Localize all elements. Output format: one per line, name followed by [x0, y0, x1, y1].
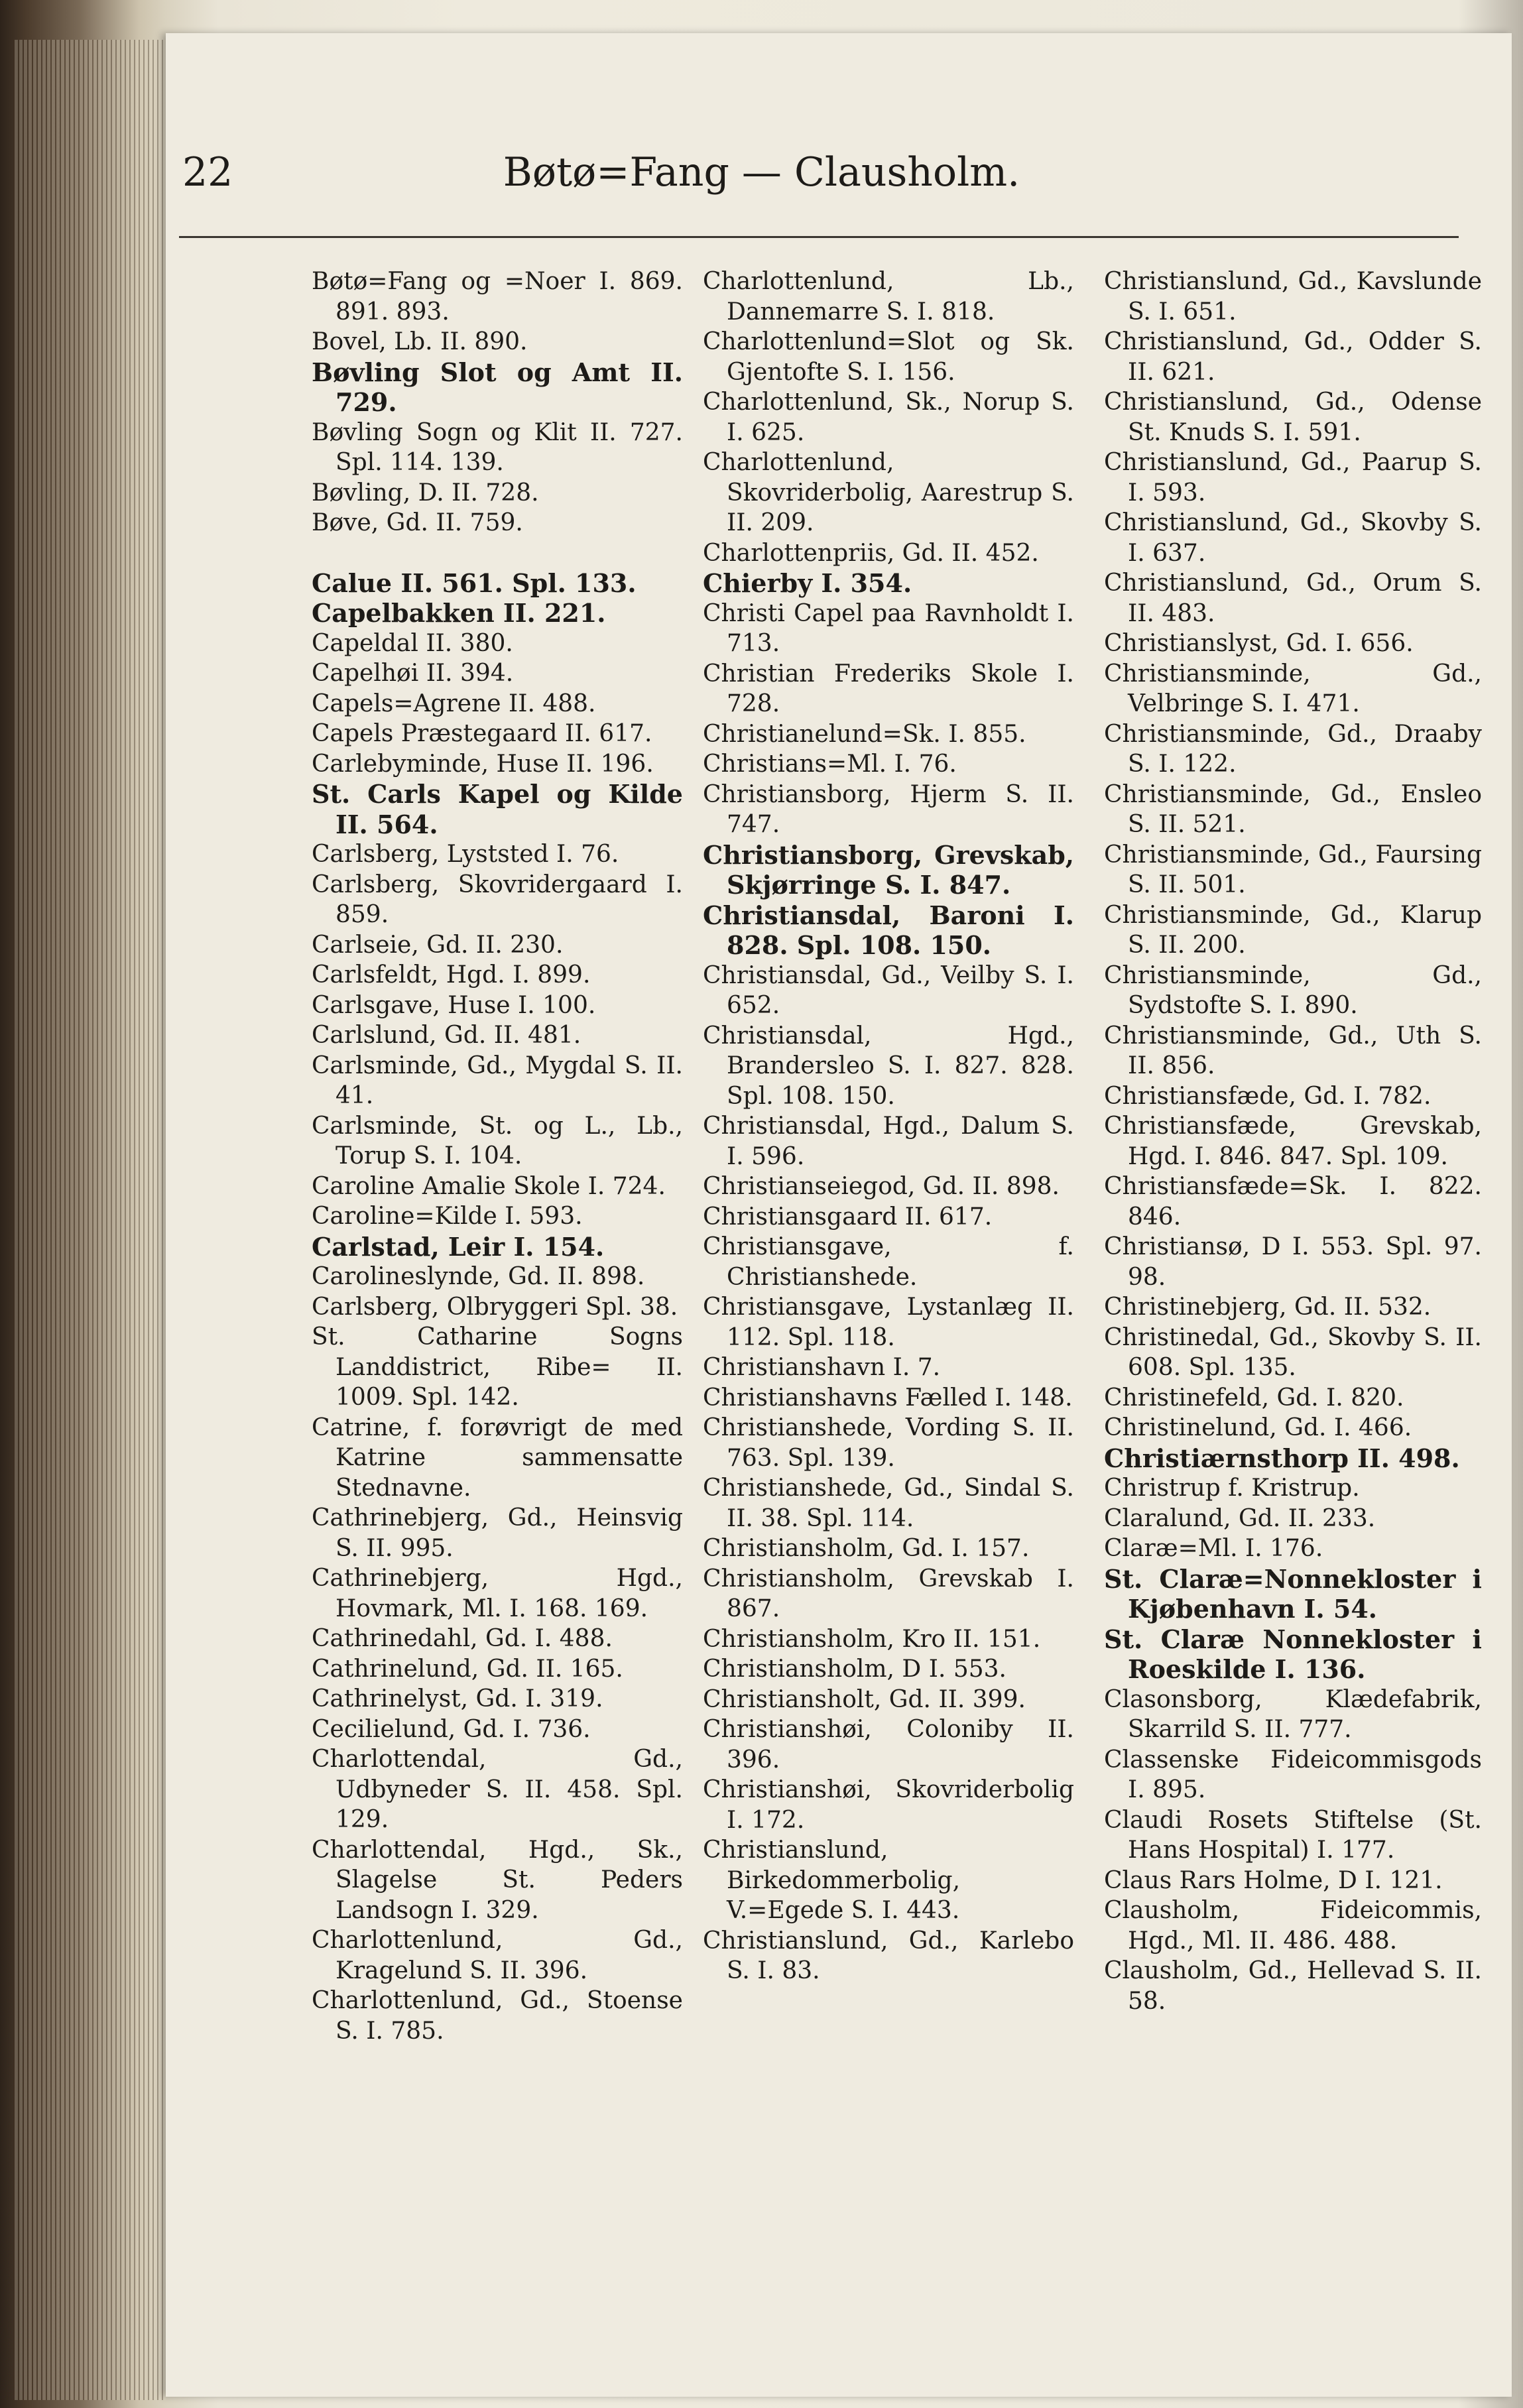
index-entry: Claræ=Ml. I. 176.	[1104, 1535, 1323, 1562]
index-entry: Christiansdal, Hgd., Dalum S. I. 596.	[703, 1113, 1074, 1170]
index-entry: Christianshøi, Coloniby II. 396.	[703, 1716, 1074, 1774]
index-entry: Christiansfæde=Sk. I. 822. 846.	[1104, 1173, 1482, 1231]
index-entry: Carlsberg, Lyststed I. 76.	[312, 841, 619, 868]
index-entry: Cathrinelund, Gd. II. 165.	[312, 1655, 623, 1683]
index-entry: Clausholm, Fideicommis, Hgd., Ml. II. 486. 488.	[1104, 1897, 1482, 1955]
index-entry: Christiansminde, Gd., Uth S. II. 856.	[1104, 1022, 1482, 1079]
index-column-3	[1104, 267, 1482, 2016]
index-entry: Christiansminde, Gd., Velbringe S. I. 471.	[1104, 660, 1482, 717]
index-entry: St. Claræ Nonnekloster i Roeskilde I. 136.	[1104, 1624, 1482, 1684]
index-entry: Christiansholm, Grevskab I. 867.	[703, 1565, 1074, 1622]
index-entry: Carlsminde, Gd., Mygdal S. II. 41.	[312, 1052, 683, 1109]
header-rule	[179, 236, 1459, 238]
index-entry: Clausholm, Gd., Hellevad S. II. 58.	[1104, 1957, 1482, 2015]
index-entry: St. Catharine Sogns Landdistrict, Ribe= II. 1009. Spl. 142.	[312, 1323, 683, 1411]
index-entry: Christianslund, Gd., Odense St. Knuds S. I. 591.	[1104, 389, 1482, 446]
index-entry: Christiansdal, Hgd., Brandersleo S. I. 827. 828. Spl. 108. 150.	[703, 1022, 1074, 1110]
index-entry: Capelhøi II. 394.	[312, 660, 514, 687]
index-entry: Carlstad, Leir I. 154.	[312, 1231, 605, 1262]
index-entry: Carlebyminde, Huse II. 196.	[312, 750, 654, 778]
index-entry: Charlottenlund, Sk., Norup S. I. 625.	[703, 389, 1074, 446]
index-entry: Claus Rars Holme, D I. 121.	[1104, 1866, 1443, 1894]
index-entry: Christianslund, Birkedommerbolig, V.=Egede S. I. 443.	[703, 1836, 961, 1924]
index-entry: Christiansfæde, Grevskab, Hgd. I. 846. 847. Spl. 109.	[1104, 1113, 1482, 1170]
index-entry: Charlottenlund, Gd., Kragelund S. II. 396.	[312, 1927, 683, 1984]
index-entry: Christiansdal, Gd., Veilby S. I. 652.	[703, 961, 1074, 1019]
index-entry: Capels Præstegaard II. 617.	[312, 720, 652, 747]
index-entry: Christiansholm, Gd. I. 157.	[703, 1535, 1030, 1562]
index-entry: Caroline Amalie Skole I. 724.	[312, 1172, 666, 1200]
page-edges	[13, 40, 166, 2400]
index-entry: Christianshøi, Skovriderbolig I. 172.	[703, 1776, 1074, 1834]
index-entry: Carlseie, Gd. II. 230.	[312, 931, 564, 959]
index-entry: Claralund, Gd. II. 233.	[1104, 1504, 1376, 1532]
index-entry: Christian Frederiks Skole I. 728.	[703, 660, 1074, 717]
index-entry: Bovel, Lb. II. 890.	[312, 328, 528, 355]
index-entry: Christiærnsthorp II. 498.	[1104, 1443, 1460, 1473]
index-entry: Christians=Ml. I. 76.	[703, 751, 957, 778]
running-head: Bøtø=Fang — Clausholm.	[503, 149, 1020, 196]
index-entry: Carolineslynde, Gd. II. 898.	[312, 1263, 645, 1290]
index-entry: Christiansholm, D I. 553.	[703, 1656, 1006, 1683]
index-entry: Christianshede, Vording S. II. 763. Spl. 139.	[703, 1414, 1074, 1472]
index-entry: Catrine, f. forøvrigt de med Katrine sammensatte Stednavne.	[312, 1414, 683, 1502]
index-entry: Charlottenlund=Slot og Sk. Gjentofte S. I. 156.	[703, 328, 1074, 386]
index-entry: Christinebjerg, Gd. II. 532.	[1104, 1294, 1432, 1321]
index-entry: Christianslund, Gd., Paarup S. I. 593.	[1104, 449, 1482, 507]
index-entry: Christi Capel paa Ravnholdt I. 713.	[703, 599, 1074, 657]
index-column-2	[703, 267, 1074, 1986]
index-entry: Christianshavn I. 7.	[703, 1354, 941, 1381]
index-entry: Christiansminde, Gd., Draaby S. I. 122.	[1104, 720, 1482, 778]
index-entry: Christianslund, Gd., Orum S. II. 483.	[1104, 570, 1482, 627]
index-entry: Christiansgave, Lystanlæg II. 112. Spl. 118.	[703, 1294, 1074, 1351]
index-entry: Cathrinelyst, Gd. I. 319.	[312, 1685, 603, 1713]
index-entry: Carlsminde, St. og L., Lb., Torup S. I. 104.	[312, 1112, 683, 1170]
index-entry: Christiansminde, Gd., Faursing S. II. 501.	[1104, 841, 1482, 898]
index-entry: Christrup f. Kristrup.	[1104, 1475, 1360, 1502]
index-entry: Capelbakken II. 221.	[312, 598, 606, 628]
index-entry: Christianslyst, Gd. I. 656.	[1104, 630, 1414, 657]
index-entry: Christinedal, Gd., Skovby S. II. 608. Spl. 135.	[1104, 1323, 1482, 1381]
index-entry: Christiansdal, Baroni I. 828. Spl. 108. 150.	[703, 900, 1074, 960]
index-entry: Carlslund, Gd. II. 481.	[312, 1022, 581, 1049]
index-entry: Carlsgave, Huse I. 100.	[312, 991, 596, 1019]
index-entry: Christianslund, Gd., Odder S. II. 621.	[1104, 328, 1482, 386]
index-entry: Capels=Agrene II. 488.	[312, 690, 596, 717]
index-entry: Christinelund, Gd. I. 466.	[1104, 1414, 1412, 1441]
index-entry: Cecilielund, Gd. I. 736.	[312, 1715, 591, 1743]
index-entry: Christiansfæde, Gd. I. 782.	[1104, 1082, 1432, 1110]
index-entry: Christianslund, Gd., Karlebo S. I. 83.	[703, 1927, 1074, 1984]
index-entry: Cathrinedahl, Gd. I. 488.	[312, 1625, 613, 1652]
index-entry: Charlottendal, Gd., Udbyneder S. II. 458. Spl. 129.	[312, 1746, 683, 1833]
index-entry: Christiansminde, Gd., Klarup S. II. 200.	[1104, 901, 1482, 959]
index-entry: Christiansminde, Gd., Sydstofte S. I. 890.	[1104, 961, 1482, 1019]
index-entry: Christiansminde, Gd., Ensleo S. II. 521.	[1104, 780, 1482, 838]
index-entry: Bøvling Slot og Amt II. 729.	[312, 357, 683, 417]
index-entry: Charlottenlund, Lb., Dannemarre S. I. 818.	[703, 268, 1074, 326]
page-number: 22	[182, 149, 233, 196]
index-entry: Bøvling Sogn og Klit II. 727. Spl. 114. 139.	[312, 418, 683, 476]
index-entry: Christianslund, Gd., Skovby S. I. 637.	[1104, 509, 1482, 567]
index-entry: Bøtø=Fang og =Noer I. 869. 891. 893.	[312, 268, 683, 326]
index-entry: Charlottenlund, Skovriderbolig, Aarestrup S. II. 209.	[703, 449, 1074, 536]
index-entry: Calue II. 561. Spl. 133.	[312, 568, 637, 598]
index-entry: Christiansø, D I. 553. Spl. 97. 98.	[1104, 1233, 1482, 1291]
index-entry: St. Claræ=Nonnekloster i Kjøbenhavn I. 54.	[1104, 1563, 1482, 1624]
index-entry: Carlsberg, Olbryggeri Spl. 38.	[312, 1293, 678, 1321]
index-entry: Christiansholm, Kro II. 151.	[703, 1625, 1041, 1653]
index-entry: Carlsberg, Skovridergaard I. 859.	[312, 871, 683, 928]
index-entry: Carlsfeldt, Hgd. I. 899.	[312, 961, 591, 989]
index-entry: Claudi Rosets Stiftelse (St. Hans Hospital) I. 177.	[1104, 1806, 1482, 1864]
index-entry: Charlottenpriis, Gd. II. 452.	[703, 539, 1039, 567]
index-entry: Christiansgave, f. Christianshede.	[703, 1233, 1074, 1291]
index-entry: Caroline=Kilde I. 593.	[312, 1203, 583, 1230]
index-entry: Christinefeld, Gd. I. 820.	[1104, 1384, 1404, 1412]
index-entry: Christiansborg, Hjerm S. II. 747.	[703, 780, 1074, 838]
index-entry: Classenske Fideicommisgods I. 895.	[1104, 1746, 1482, 1803]
index-entry: Christianelund=Sk. I. 855.	[703, 720, 1026, 748]
index-entry: Christianslund, Gd., Kavslunde S. I. 651.	[1104, 268, 1482, 326]
index-entry: Cathrinebjerg, Gd., Heinsvig S. II. 995.	[312, 1504, 683, 1562]
index-entry: St. Carls Kapel og Kilde II. 564.	[312, 779, 683, 839]
index-entry: Clasonsborg, Klædefabrik, Skarrild S. II. 777.	[1104, 1685, 1482, 1743]
index-column-1	[312, 267, 683, 2046]
index-entry: Christiansgaard II. 617.	[703, 1203, 993, 1231]
index-entry: Christianseiegod, Gd. II. 898.	[703, 1173, 1060, 1200]
index-entry: Charlottendal, Hgd., Sk., Slagelse St. Peders Landsogn I. 329.	[312, 1836, 683, 1924]
index-entry: Bøve, Gd. II. 759.	[312, 509, 523, 536]
index-entry: Christianshavns Fælled I. 148.	[703, 1384, 1073, 1412]
index-entry: Bøvling, D. II. 728.	[312, 479, 539, 507]
index-entry: Capeldal II. 380.	[312, 629, 513, 657]
index-entry: Christiansborg, Grevskab, Skjørringe S. I. 847.	[703, 839, 1074, 900]
index-entry: Chierby I. 354.	[703, 568, 912, 598]
index-entry: Christiansholt, Gd. II. 399.	[703, 1685, 1026, 1713]
index-entry: Cathrinebjerg, Hgd., Hovmark, Ml. I. 168. 169.	[312, 1565, 683, 1622]
index-entry: Charlottenlund, Gd., Stoense S. I. 785.	[312, 1987, 683, 2045]
index-entry: Christianshede, Gd., Sindal S. II. 38. Spl. 114.	[703, 1475, 1074, 1532]
